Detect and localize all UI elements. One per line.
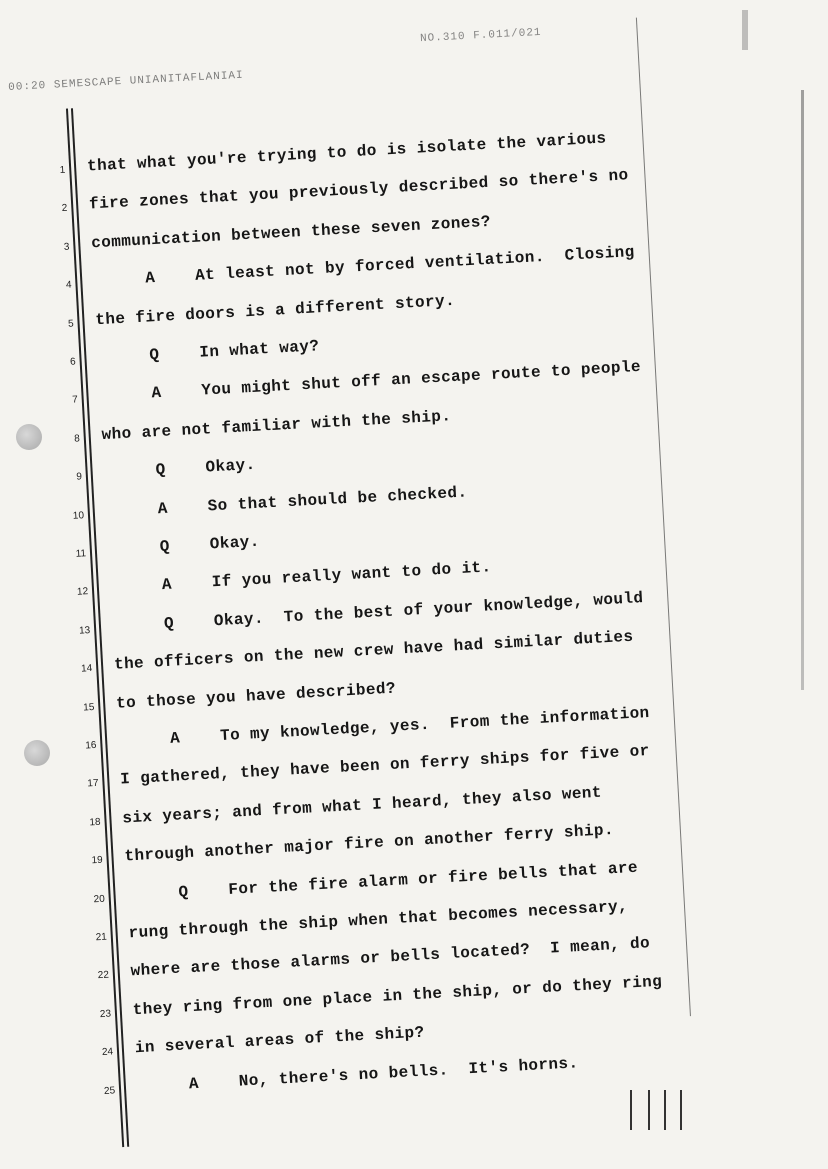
transcript-line: A To my knowledge, yes. From the information [169, 703, 651, 748]
transcript-line: A So that should be checked. [157, 483, 468, 518]
line-number: 10 [72, 509, 85, 522]
transcript-line: that what you're trying to do is isolate the various [86, 129, 607, 176]
transcript-line: Q Okay. [159, 532, 261, 557]
line-number: 1 [59, 164, 66, 177]
transcript-body [40, 72, 795, 1148]
line-number: 25 [103, 1084, 116, 1097]
line-number: 20 [93, 893, 106, 905]
line-number: 2 [61, 203, 68, 215]
transcript-line: A If you really want to do it. [161, 558, 492, 595]
line-number: 9 [76, 471, 83, 483]
transcript-line: the officers on the new crew have had similar duties [113, 627, 634, 674]
line-number: 6 [69, 356, 76, 368]
line-number: 14 [80, 663, 93, 675]
punch-hole-icon [24, 740, 50, 766]
right-margin-rule [636, 18, 691, 1017]
line-number: 5 [67, 318, 74, 330]
line-number: 18 [89, 816, 101, 829]
transcript-line: A At least not by forced ventilation. Closing [144, 243, 636, 288]
transcript-line: rung through the ship when that becomes necessary, [128, 897, 629, 943]
transcript-line: I gathered, they have been on ferry ships for five or [119, 742, 651, 790]
transcript-line: A No, there's no bells. It's horns. [188, 1053, 579, 1093]
line-number: 21 [95, 931, 108, 944]
transcript-line: where are those alarms or bells located? I mean, do [130, 934, 651, 981]
transcript-line: A You might shut off an escape route to people [151, 358, 642, 403]
line-number: 17 [87, 778, 99, 790]
line-number: 19 [91, 854, 103, 867]
line-number: 24 [101, 1046, 114, 1059]
transcript-line: six years; and from what I heard, they also went [121, 783, 603, 828]
transcript-line: Q Okay. [155, 456, 257, 480]
punch-hole-icon [16, 424, 42, 450]
transcript-line: who are not familiar with the ship. [101, 407, 452, 444]
line-number: 11 [75, 548, 87, 560]
transcript-line: to those you have described? [115, 679, 397, 713]
transcript-line: in several areas of the ship? [134, 1023, 425, 1058]
line-number: 13 [78, 624, 91, 637]
line-number: 23 [99, 1008, 112, 1020]
fax-header-right: NO.310 F.011/021 [419, 26, 542, 46]
transcript-line: communication between these seven zones? [90, 212, 492, 253]
transcript-line: Q Okay. To the best of your knowledge, would [163, 588, 644, 633]
transcript-line: Q In what way? [148, 337, 320, 365]
transcript-line: through another major fire on another ferry ship. [124, 821, 615, 866]
scan-edge-shadow [801, 90, 804, 690]
line-number: 15 [82, 701, 95, 714]
line-number: 8 [73, 433, 81, 445]
line-number: 3 [63, 241, 70, 253]
line-number: 12 [76, 586, 89, 599]
line-number: 7 [71, 394, 79, 407]
line-number: 16 [85, 739, 97, 752]
fax-header-left: 00:20 SEMESCAPE UNIANITAFLANIAI [8, 69, 244, 94]
transcript-line: they ring from one place in the ship, or do they ring [132, 972, 663, 1020]
transcript-line: Q For the fire alarm or fire bells that are [178, 858, 639, 902]
scan-tick-marks [630, 1090, 690, 1130]
transcript-line: the fire doors is a different story. [94, 291, 456, 329]
transcript-line: fire zones that you previously described so there's no [88, 166, 629, 214]
line-number: 4 [65, 279, 72, 292]
scan-artifact [742, 10, 748, 50]
line-number: 22 [97, 969, 110, 982]
